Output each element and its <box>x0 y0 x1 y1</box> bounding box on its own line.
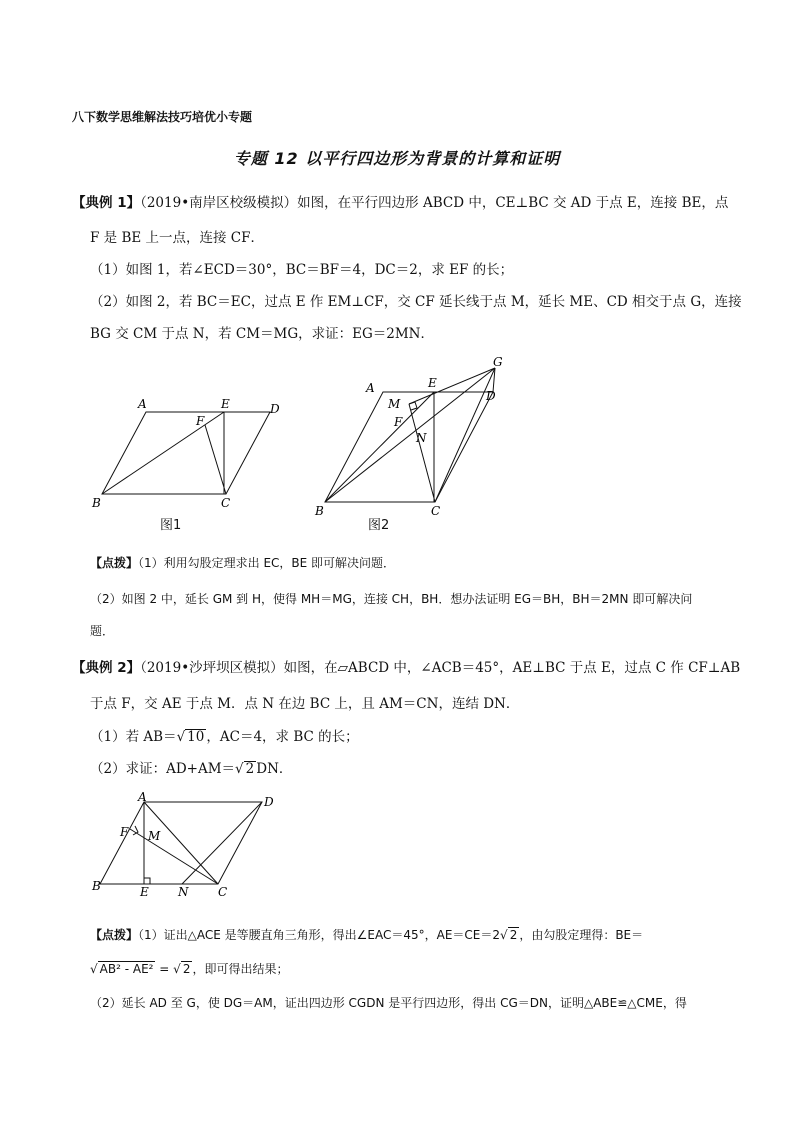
fig2-segment-bg <box>325 368 495 502</box>
fig3-label-d: D <box>264 795 274 809</box>
example1-hint2-line2: 题． <box>90 624 115 638</box>
example1-hint2-line1: （2）如图 2 中，延长 GM 到 H，使得 MH＝MG，连接 CH，BH．想办法证明 EG＝BH，BH＝2MN 即可解决问 <box>90 592 693 606</box>
fig2-segment-be <box>325 392 434 502</box>
example2-hint1-sqrt: 2 <box>509 928 518 942</box>
fig2-label-b: B <box>315 504 324 517</box>
example2-question1: （1）若 AB＝√ 10 ，AC＝4，求 BC 的长； <box>90 729 359 745</box>
fig3-segment-dn <box>182 802 262 884</box>
example2-label: 【典例 2】 <box>72 660 141 676</box>
example2-hint1b-post: ，即可得出结果； <box>192 962 289 976</box>
fig1-segment-be <box>102 412 224 494</box>
fig2-label-c: C <box>431 504 441 517</box>
example1-intro-text: （2019•南岸区校级模拟）如图，在平行四边形 ABCD 中，CE⊥BC 交 AD 于点 E，连接 BE，点 <box>140 195 729 211</box>
example2-q1-sqrt: 10 <box>187 729 205 745</box>
example1-hint1-text: （1）利用勾股定理求出 EC，BE 即可解决问题． <box>138 556 396 570</box>
fig1-label-b: B <box>92 496 101 510</box>
example2-q2-sqrt: 2 <box>245 761 255 777</box>
fig1-label-f: F <box>196 414 205 428</box>
example1-question2-line1: （2）如图 2，若 BC＝EC，过点 E 作 EM⊥CF，交 CF 延长线于点 M，延长 ME、CD 相交于点 G，连接 <box>90 294 742 310</box>
example2-hint1b-sqrt2: 2 <box>182 962 191 976</box>
fig3-segment-cf <box>130 829 218 884</box>
fig2-label-g: G <box>493 355 503 369</box>
fig3-label-f: F <box>120 825 129 839</box>
example2-hint-line2: √ AB² - AE² = √ 2 ，即可得出结果； <box>90 962 289 976</box>
fig3-label-c: C <box>218 885 228 899</box>
example1-question2-line2: BG 交 CM 于点 N，若 CM＝MG，求证：EG＝2MN． <box>90 326 434 342</box>
fig3-label-a: A <box>138 792 147 804</box>
fig3-segment-ac <box>144 802 218 884</box>
fig2-label-e: E <box>428 376 437 390</box>
fig3-label-m: M <box>148 829 161 843</box>
example2-intro-text: （2019•沙坪坝区模拟）如图，在▱ABCD 中，∠ACB＝45°，AE⊥BC 于点 E，过点 C 作 CF⊥AB <box>140 660 741 676</box>
example2-q2-post: DN． <box>256 761 293 777</box>
example2-intro-line2: 于点 F，交 AE 于点 M．点 N 在边 BC 上，且 AM＝CN，连结 DN． <box>90 696 520 712</box>
fig2-segment-mg <box>409 368 495 404</box>
example2-q1-post: ，AC＝4，求 BC 的长； <box>206 729 359 745</box>
fig3-label-e: E <box>140 885 149 899</box>
fig1-label-c: C <box>221 496 231 510</box>
fig2-parallelogram-abcd <box>325 392 493 502</box>
fig1-segment-cf <box>205 425 226 494</box>
page-title: 专题 12 以平行四边形为背景的计算和证明 <box>233 149 561 168</box>
fig2-label-n: N <box>416 431 427 445</box>
example2-hint1-post: ，由勾股定理得：BE＝ <box>519 928 644 942</box>
fig2-label-m: M <box>388 397 401 411</box>
fig3-label-n: N <box>178 885 189 899</box>
fig2-label-a-text: A <box>366 381 375 395</box>
example2-hint2: （2）延长 AD 至 G，使 DG＝AM，证出四边形 CGDN 是平行四边形，得出 CG＝DN，证明△ABE≌△CME，得 <box>90 996 687 1010</box>
fig3-label-b: B <box>92 879 101 893</box>
fig1-label-a: A <box>138 397 147 411</box>
example2-hint-label: 【点拨】 <box>90 928 139 942</box>
fig1-label-d: D <box>270 402 280 416</box>
fig1-parallelogram-abcd <box>102 412 270 494</box>
example2-question2: （2）求证：AD+AM＝√ 2 DN． <box>90 761 293 777</box>
fig3-right-angle-e <box>144 878 150 884</box>
series-title: 八下数学思维解法技巧培优小专题 <box>72 110 253 124</box>
fig1-label-e: E <box>221 397 230 411</box>
example1-intro-line1 <box>72 193 728 213</box>
example1-intro-line2: F 是 BE 上一点，连接 CF． <box>90 230 265 246</box>
figure3-diagram <box>88 792 288 900</box>
example2-q2-pre: （2）求证：AD+AM＝ <box>90 761 236 777</box>
example2-q1-pre: （1）若 AB＝ <box>90 729 177 745</box>
figure2-diagram <box>310 352 515 517</box>
example1-hint-line1 <box>90 554 395 572</box>
example1-hint-label: 【点拨】 <box>90 556 139 570</box>
figure1-caption: 图1 <box>160 518 182 533</box>
example1-label: 【典例 1】 <box>72 195 141 211</box>
fig2-label-f: F <box>394 415 403 429</box>
example1-question1: （1）如图 1，若∠ECD＝30°，BC＝BF＝4，DC＝2，求 EF 的长； <box>90 262 514 278</box>
example2-hint1-pre: （1）证出△ACE 是等腰直角三角形，得出∠EAC＝45°，AE＝CE＝2 <box>138 928 501 942</box>
example2-hint-line1: 【点拨】（1）证出△ACE 是等腰直角三角形，得出∠EAC＝45°，AE＝CE＝2√ 2 ，由勾股定理得：BE＝ <box>90 928 644 942</box>
fig2-label-d: D <box>486 389 496 403</box>
figure1-diagram <box>88 395 288 510</box>
example2-hint1b-mid: = <box>155 962 174 976</box>
figure2-caption: 图2 <box>368 518 390 533</box>
example2-intro-line1 <box>72 658 740 678</box>
example2-hint1b-sqrt: AB² - AE² <box>99 962 154 976</box>
